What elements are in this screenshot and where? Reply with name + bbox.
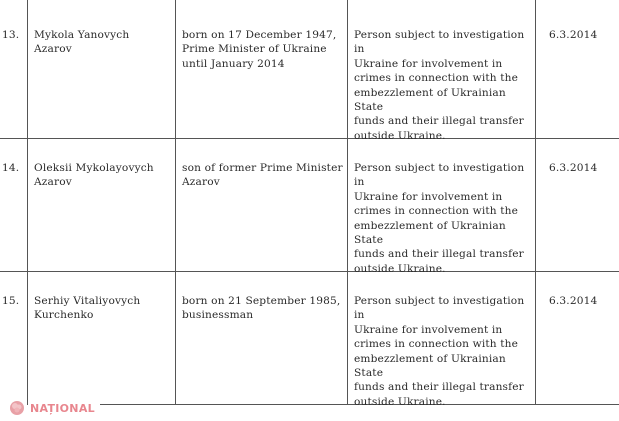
person-name: Mykola Yanovych Azarov <box>34 29 130 56</box>
watermark-logo <box>8 398 95 418</box>
column-rule-4 <box>535 0 536 405</box>
column-rule-3 <box>347 0 348 405</box>
identifying-info: son of former Prime Minister Azarov <box>182 162 343 189</box>
reasons-text: Person subject to investigation in Ukraine for involvement in crimes in connection with the embezzlement of Ukrainian State funds and their illegal transfer outside Ukraine. <box>354 162 525 275</box>
column-rule-1 <box>27 0 28 405</box>
listing-date: 6.3.2014 <box>549 29 598 41</box>
watermark-text: NAȚIONAL <box>30 401 95 415</box>
row-number: 15. <box>2 295 20 307</box>
reasons-text: Person subject to investigation in Ukraine for involvement in crimes in connection with the embezzlement of Ukrainian State funds and their illegal transfer outside Ukraine. <box>354 295 525 408</box>
person-name: Oleksii Mykolayovych Azarov <box>34 162 154 189</box>
reasons-text: Person subject to investigation in Ukraine for involvement in crimes in connection with the embezzlement of Ukrainian State funds and their illegal transfer outside Ukraine. <box>354 29 525 142</box>
identifying-info: born on 21 September 1985, businessman <box>182 295 341 322</box>
row-number: 14. <box>2 162 20 174</box>
person-name: Serhiy Vitaliyovych Kurchenko <box>34 295 141 322</box>
rose-icon <box>8 399 26 417</box>
listing-date: 6.3.2014 <box>549 162 598 174</box>
identifying-info: born on 17 December 1947, Prime Minister of Ukraine until January 2014 <box>182 29 337 70</box>
listing-date: 6.3.2014 <box>549 295 598 307</box>
row-number: 13. <box>2 29 20 41</box>
column-rule-2 <box>175 0 176 405</box>
